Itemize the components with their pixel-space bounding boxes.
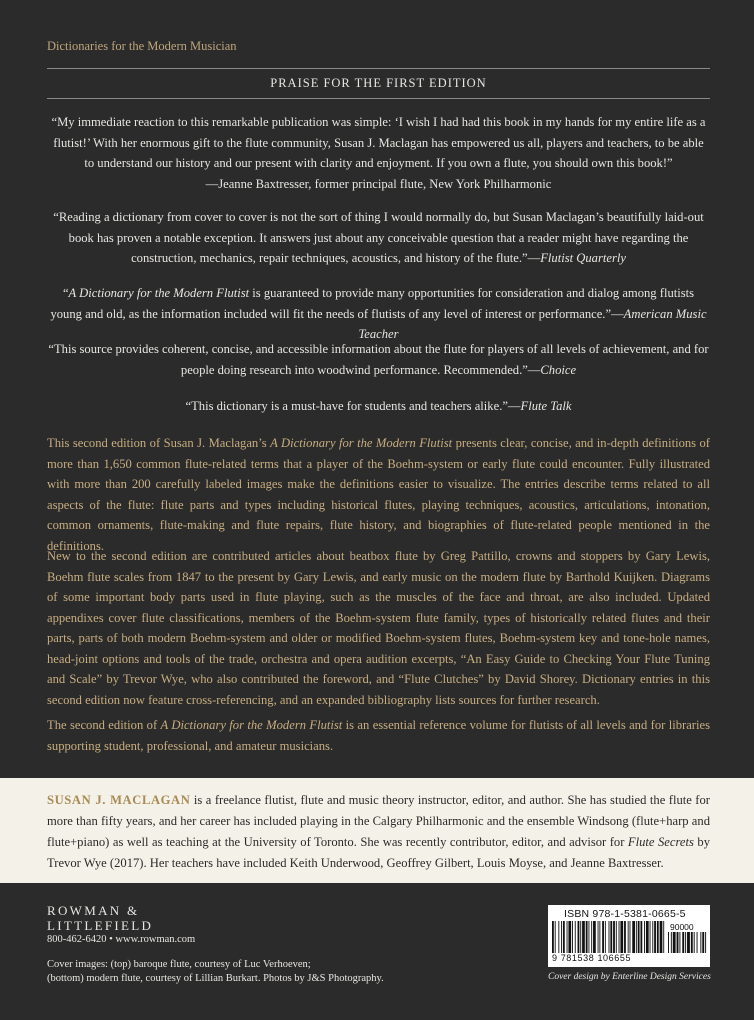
barcode-bar [610,921,612,953]
barcode-bar [580,921,581,953]
barcode-bar [616,921,617,953]
barcode-bar [668,932,669,953]
barcode-bar [593,921,596,953]
quote-open-mark: “ [62,286,69,300]
barcode-bar [657,921,659,953]
barcode-icon [552,921,666,953]
series-title: Dictionaries for the Modern Musician [47,39,237,53]
barcode-bar [679,932,680,953]
barcode-bar [555,921,556,953]
barcode-bar [613,921,615,953]
quote-source: Flutist Quarterly [540,251,626,265]
barcode-bar [663,921,664,953]
quote-source: Flute Talk [520,399,572,413]
barcode-bar [682,932,684,953]
barcode-bar [636,921,637,953]
isbn-label: ISBN 978-1-5381-0665-5 [564,908,686,920]
barcode-bar [620,921,623,953]
barcode-bar [654,921,656,953]
barcode-bar [673,932,676,953]
barcode-bar [558,921,559,953]
barcode-bar [660,921,663,953]
description-paragraph-2: New to the second edition are contributed articles about beatbox flute by Greg Pattillo, crowns and stoppers by Gary Lewis, Boehm flute scales from 1847 to the present by Gary Lewis, and early music on the modern flute by Barthold Kuijken. Diagrams of some important body parts used in flute playing, such as the muscles of the face and throat, are also included. Updated appendixes cover flute classifications, members of the Boehm-system flute family, types of historically related flutes and their parts, parts of both modern Boehm-system and older or modified Boehm-system flutes, Boehm-system key and tone-hole names, head-joint options and tools of the trade, orchestra and opera audition excerpts, “An Easy Guide to Checking Your Flute Tuning and Scale” by Trevor Wye, who also contributed the foreword, and “Flute Clutches” by David Shorey. Dictionary entries in this second edition now feature cross-referencing, and an expanded bibliography lists sources for further research. [47,549,710,707]
barcode-bar [609,921,610,953]
divider-bottom [47,98,710,99]
barcode-bar [697,932,698,953]
barcode-bar [588,921,589,953]
quote-attribution: —Jeanne Baxtresser, former principal flute, New York Philharmonic [205,176,552,191]
cover-design-credit: Cover design by Enterline Design Services [548,972,711,982]
barcode-bar [671,932,672,953]
bio-text: is a freelance flutist, flute and music theory instructor, editor, and author. She has studied the flute for more than fifty years, and her career has included playing in the Calgary Philharmonic and the ensemble Windsong (flute+harp and flute+piano) as well as teaching at the University of Toronto. She was recently contributor, editor, and advisor for [47,793,710,849]
quote-american-music-teacher [47,283,710,345]
publisher-contact: 800-462-6420 • www.rowman.com [47,934,196,945]
author-name: SUSAN J. MACLAGAN [47,793,191,807]
quote-source: American Music Teacher [358,306,707,341]
cover-image-credits [47,958,384,986]
quote-flutist-quarterly [47,207,710,269]
barcode-bar [677,932,679,953]
barcode-bar [702,932,704,953]
price-barcode-icon [668,932,708,953]
description-paragraph-3 [47,715,710,756]
barcode-digits: 9 781538 106655 [552,953,632,963]
barcode-bar [561,921,562,953]
barcode-bar [628,921,629,953]
quote-text: is guaranteed to provide many opportunities for consideration and dialog among flutists young and old, as the information included will fit the needs of flutists of any level of interest or performance.”— [50,286,695,321]
quote-text: “This dictionary is a must-have for students and teachers alike.”— [185,399,521,413]
barcode-bar [602,921,604,953]
author-bio [47,790,710,874]
credits-line-1: Cover images: (top) baroque flute, courtesy of Luc Verhoeven; [47,959,311,970]
barcode-bar [652,921,653,953]
quote-flute-talk [47,396,710,417]
book-title: A Dictionary for the Modern Flutist [160,718,343,732]
barcode-bar [632,921,635,953]
barcode-bar [619,921,620,953]
barcode-bar [552,921,554,953]
barcode-bar [563,921,565,953]
barcode-bar [640,921,642,953]
price-code: 90000 [670,922,694,932]
description-text: The second edition of [47,718,161,732]
description-text: is an essential reference volume for flutists of all levels and for libraries supporting student, professional, and amateur musicians. [47,718,710,753]
quote-choice [47,339,710,380]
praise-heading: PRAISE FOR THE FIRST EDITION [270,76,487,90]
quote-source: Choice [540,362,577,377]
barcode-bar [685,932,686,953]
barcode-bar [567,921,568,953]
barcode-bar [572,921,573,953]
barcode-bar [700,932,701,953]
bio-text: by Trevor Wye (2017). Her teachers have included Keith Underwood, Geoffrey Gilbert, Louis Moyse, and Jeanne Baxtresser. [47,835,710,870]
publisher-line-2: LITTLEFIELD [47,918,154,933]
barcode-bar [691,932,693,953]
barcode-bar [646,921,649,953]
barcode-bar [598,921,599,953]
barcode-bar [687,932,690,953]
barcode-bar [624,921,626,953]
barcode-bar [568,921,571,953]
barcode-bar [575,921,576,953]
publisher-line-1: ROWMAN & [47,903,140,918]
barcode-bar [605,921,606,953]
divider-top [47,68,710,69]
barcode-bar [650,921,651,953]
quote-text: “My immediate reaction to this remarkable publication was simple: ‘I wish I had had this book in my hands for my entire life as a flutist!’ With her enormous gift to the flute community, Susan J. Maclagan has empowered us all, players and teachers, to be able to understand our history and our present with clarity and enjoyment. If you own a flute, you should own this book!” [51,115,706,170]
barcode-bar [586,921,588,953]
publisher-logo [47,903,153,933]
bio-book-title: Flute Secrets [627,835,694,849]
barcode-bar [578,921,580,953]
description-text: presents clear, concise, and in-depth definitions of more than 1,650 common flute-related terms that a player of the Boehm-system or early flute could encounter. Fully illustrated with more than 200 carefully labeled images make the definitions easier to visualize. The entries describe terms related to all aspects of the flute: flute parts and types including historical flutes, playing techniques, acoustics, articulations, intonation, common ornaments, flute-making and flute repairs, flute history, and biographies of flute-related people mentioned in the definitions. [47,436,710,553]
description-text: This second edition of Susan J. Maclagan’s [47,436,271,450]
barcode-bar [630,921,631,953]
quote-text: “This source provides coherent, concise, and accessible information about the flute for players of all levels of achievement, and for people doing research into woodwind performance. Recommended.”— [48,342,709,377]
barcode-bar [582,921,585,953]
barcode-bar [591,921,592,953]
barcode-bar [638,921,640,953]
quote-baxtresser [47,112,710,194]
quote-book-title: A Dictionary for the Modern Flutist [68,286,250,300]
barcode-bar [644,921,645,953]
barcode-bar [694,932,695,953]
description-paragraph-1 [47,433,710,556]
credits-line-2: (bottom) modern flute, courtesy of Lillian Burkart. Photos by J&S Photography. [47,973,384,984]
quote-text: “Reading a dictionary from cover to cover is not the sort of thing I would normally do, but Susan Maclagan’s beautifully laid-out book has proven a notable exception. It answers just about any conceivable question that a reader might have regarding the construction, mechanics, repair techniques, acoustics, and history of the flute.”— [53,210,704,265]
barcode-bar [599,921,600,953]
book-title: A Dictionary for the Modern Flutist [270,436,453,450]
barcode-bar [705,932,706,953]
